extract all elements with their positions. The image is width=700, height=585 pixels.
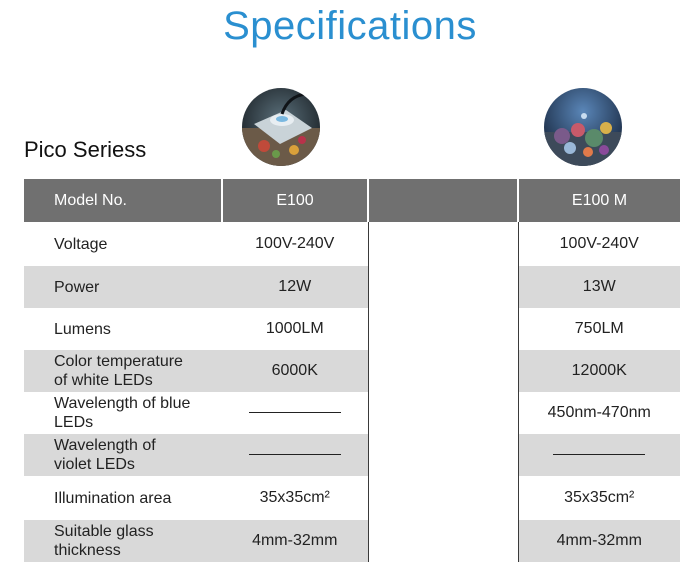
series-title: Pico Seriess [24,137,147,162]
spec-value-e100m: 12000K [518,350,680,392]
product-photo-e100m [544,88,622,166]
page-title: Specifications [223,4,477,48]
spec-value-e100: 6000K [222,350,368,392]
spec-value-e100m: 4mm-32mm [518,520,680,562]
spec-spacer [368,392,518,434]
spec-value-e100: 100V-240V [222,222,368,266]
header-e100m: E100 M [518,179,680,222]
spec-value-e100m: 35x35cm² [518,476,680,520]
spec-value-e100m: 450nm-470nm [518,392,680,434]
spec-value-e100m: 750LM [518,308,680,350]
spec-value-e100: 1000LM [222,308,368,350]
spec-label: Suitable glass thickness [24,520,222,562]
table-row [24,434,680,476]
spec-spacer [368,222,518,266]
spec-value-e100: 35x35cm² [222,476,368,520]
spec-label: Illumination area [54,489,172,507]
spec-label: Wavelength of violet LEDs [24,434,222,476]
table-row [24,476,680,520]
not-applicable-dash [249,412,341,413]
product-photo-e100 [242,88,320,166]
spec-label: Power [24,266,222,308]
spec-label: Voltage [54,235,108,253]
table-row [24,392,680,434]
spec-spacer [368,308,518,350]
table-row [24,266,680,308]
spec-value-e100 [222,434,368,476]
table-row [24,222,680,266]
table-row [24,308,680,350]
specifications-table [24,179,680,562]
table-row [24,350,680,392]
spec-spacer [368,434,518,476]
spec-value-e100: 12W [222,266,368,308]
header-e100: E100 [222,179,368,222]
spec-spacer [368,350,518,392]
not-applicable-dash [249,454,341,455]
spec-label: Color temperature of white LEDs [24,350,222,392]
spec-value-e100m: 100V-240V [518,222,680,266]
spec-label: Wavelength of blue LEDs [54,395,191,431]
spec-value-e100m [518,434,680,476]
spec-label: Lumens [54,320,111,338]
not-applicable-dash [553,454,645,455]
table-header-row [24,179,680,222]
header-model-no: Model No. [24,179,222,222]
spec-spacer [368,476,518,520]
table-row [24,520,680,562]
spec-value-e100m: 13W [518,266,680,308]
spec-value-e100: 4mm-32mm [222,520,368,562]
spec-value-e100 [222,392,368,434]
header-spacer [368,179,518,222]
spec-spacer [368,266,518,308]
spec-spacer [368,520,518,562]
